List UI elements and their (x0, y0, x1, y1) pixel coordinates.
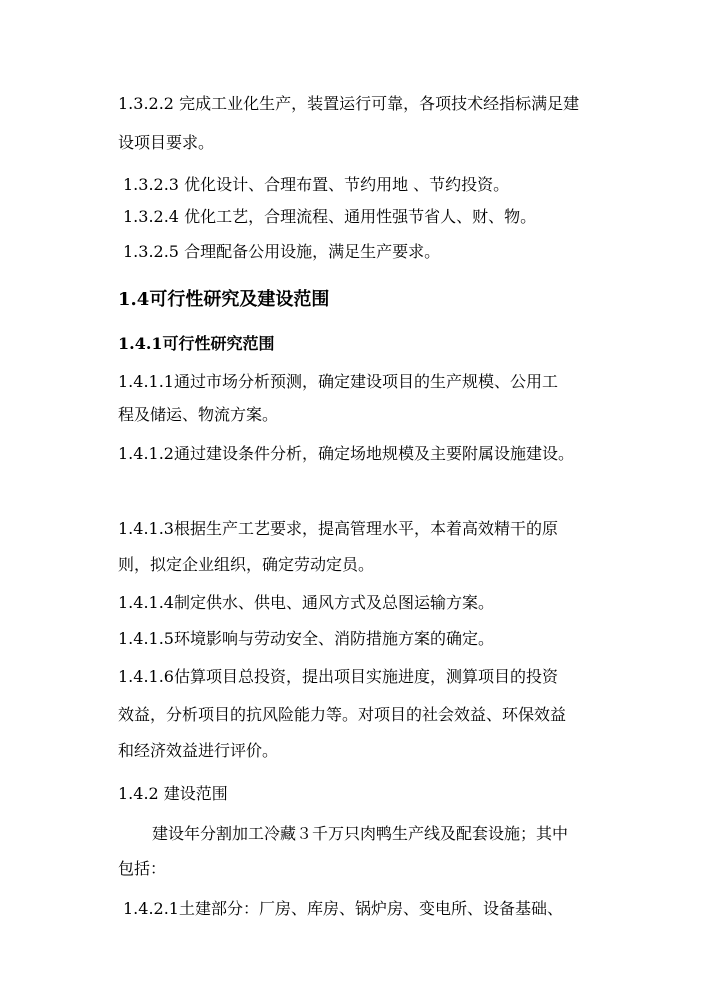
heading-1-4-1: 1.4.1可行性研究范围 (118, 334, 275, 353)
para-9: 1.4.1.5环境影响与劳动安全、消防措施方案的确定。 (118, 629, 494, 648)
para-1-line-2: 设项目要求。 (118, 133, 215, 152)
para-10-line-3: 和经济效益进行评价。 (118, 741, 279, 760)
para-11-line-1: 建设年分割加工冷藏３千万只肉鸭生产线及配套设施；其中 (152, 824, 569, 843)
para-10-line-1: 1.4.1.6估算项目总投资，提出项目实施进度，测算项目的投资 (118, 667, 558, 686)
para-7-line-2: 则，拟定企业组织，确定劳动定员。 (118, 555, 375, 574)
para-5-line-2: 程及储运、物流方案。 (118, 405, 279, 424)
para-4: 1.3.2.5 合理配备公用设施，满足生产要求。 (123, 242, 441, 261)
heading-1-4: 1.4可行性研究及建设范围 (118, 289, 330, 310)
para-11-line-2: 包括： (118, 859, 167, 878)
para-7-line-1: 1.4.1.3根据生产工艺要求，提高管理水平，本着高效精干的原 (118, 519, 558, 538)
para-6: 1.4.1.2通过建设条件分析，确定场地规模及主要附属设施建设。 (118, 444, 574, 463)
para-3: 1.3.2.4 优化工艺，合理流程、通用性强节省人、财、物。 (123, 207, 537, 226)
heading-1-4-2: 1.4.2 建设范围 (118, 784, 228, 803)
para-8: 1.4.1.4制定供水、供电、通风方式及总图运输方案。 (118, 593, 494, 612)
para-10-line-2: 效益，分析项目的抗风险能力等。对项目的社会效益、环保效益 (118, 705, 567, 724)
para-1-line-1: 1.3.2.2 完成工业化生产，装置运行可靠，各项技术经指标满足建 (118, 94, 580, 113)
para-2: 1.3.2.3 优化设计、合理布置、节约用地 、节约投资。 (123, 175, 510, 194)
para-12: 1.4.2.1土建部分：厂房、库房、锅炉房、变电所、设备基础、 (123, 899, 563, 918)
para-5-line-1: 1.4.1.1通过市场分析预测，确定建设项目的生产规模、公用工 (118, 372, 558, 391)
